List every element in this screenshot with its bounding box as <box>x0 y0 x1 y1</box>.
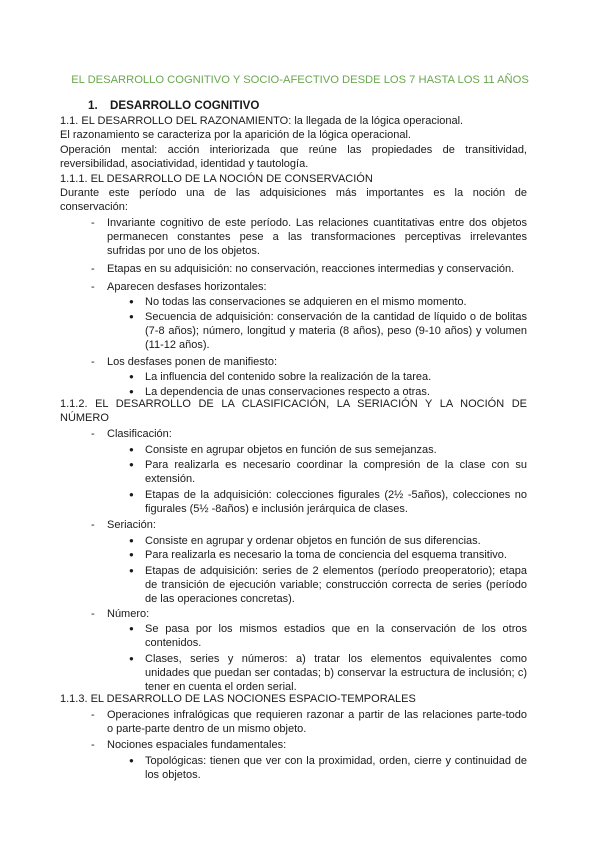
body-line: Seriación: <box>107 519 156 531</box>
body-line: 1.1.2. EL DESARROLLO DE LA CLASIFICACIÓN, LA SERIACIÓN Y LA NOCIÓN DE <box>60 398 527 410</box>
section-number: 1. <box>88 99 98 112</box>
body-line: Etapas de adquisición: series de 2 elementos (período preoperatorio); etapa <box>145 565 527 577</box>
body-line: El razonamiento se caracteriza por la aparición de la lógica operacional. <box>60 129 411 141</box>
body-line: conservación: <box>60 201 128 213</box>
dash-marker: - <box>91 739 95 751</box>
body-line: 1.1.1. EL DESARROLLO DE LA NOCIÓN DE CONSERVACIÓN <box>60 173 373 185</box>
body-line: tener en cuenta el orden serial. <box>145 681 297 693</box>
bullet-marker: ● <box>129 387 134 396</box>
body-line: NÚMERO <box>60 412 109 424</box>
body-line: Clasificación: <box>107 428 172 440</box>
body-line: 1.1. EL DESARROLLO DEL RAZONAMIENTO: la llegada de la lógica operacional. <box>60 115 464 127</box>
body-line: Secuencia de adquisición: conservación de la cantidad de líquido o de bolitas <box>145 311 527 323</box>
body-line: Durante este período una de las adquisiciones más importantes es la noción de <box>60 187 527 199</box>
body-line: Se pasa por los mismos estadios que en la conservación de los otros <box>145 623 527 635</box>
body-line: 1.1.3. EL DESARROLLO DE LAS NOCIONES ESPACIO-TEMPORALES <box>60 693 416 705</box>
body-line: Para realizarla es necesario coordinar la compresión de la clase con su <box>145 459 527 471</box>
body-line: reversibilidad, asociatividad, identidad y tautología. <box>60 158 309 170</box>
dash-marker: - <box>91 608 95 620</box>
body-line: unidades que puedan ser contadas; b) conservar la estructura de inclusión; c) <box>145 667 527 679</box>
body-line: Número: <box>107 608 150 620</box>
bullet-marker: ● <box>129 297 134 306</box>
body-line: (7-8 años); número, longitud y materia (8 años), peso (9-10 años) y volumen <box>145 325 527 337</box>
body-line: Invariante cognitivo de este período. Las relaciones cuantitativas entre dos objetos <box>107 217 527 229</box>
body-line: Clases, series y números: a) tratar los elementos equivalentes como <box>145 653 527 665</box>
body-line: Etapas en su adquisición: no conservación, reacciones intermedias y conservación. <box>107 263 515 275</box>
body-line: o parte-parte dentro de un mismo objeto. <box>107 723 307 735</box>
section-heading <box>88 99 259 112</box>
dash-marker: - <box>91 263 95 275</box>
dash-marker: - <box>91 428 95 440</box>
body-line: La influencia del contenido sobre la realización de la tarea. <box>145 371 432 383</box>
bullet-marker: ● <box>129 445 134 454</box>
bullet-marker: ● <box>129 536 134 545</box>
bullet-marker: ● <box>129 550 134 559</box>
body-line: La dependencia de unas conservaciones respecto a otras. <box>145 386 430 398</box>
body-line: (11-12 años). <box>145 339 210 351</box>
body-line: contenidos. <box>145 637 202 649</box>
bullet-marker: ● <box>129 654 134 663</box>
body-line: de las operaciones concretas). <box>145 593 295 605</box>
body-line: figurales (5½ -8años) e inclusión jerárquica de clases. <box>145 503 408 515</box>
body-line: No todas las conservaciones se adquieren en el mismo momento. <box>145 296 467 308</box>
document-title: EL DESARROLLO COGNITIVO Y SOCIO-AFECTIVO DESDE LOS 7 HASTA LOS 11 AÑOS <box>71 74 529 86</box>
body-line: Consiste en agrupar y ordenar objetos en función de sus diferencias. <box>145 535 481 547</box>
body-line: Etapas de la adquisición: colecciones figurales (2½ -5años), colecciones no <box>145 489 527 501</box>
dash-marker: - <box>91 709 95 721</box>
dash-marker: - <box>91 519 95 531</box>
dash-marker: - <box>91 281 95 293</box>
bullet-marker: ● <box>129 312 134 321</box>
body-line: Consiste en agrupar objetos en función de sus semejanzas. <box>145 444 437 456</box>
body-line: Aparecen desfases horizontales: <box>107 281 267 293</box>
body-line: extensión. <box>145 473 196 485</box>
dash-marker: - <box>91 356 95 368</box>
body-line: Nociones espaciales fundamentales: <box>107 739 287 751</box>
bullet-marker: ● <box>129 624 134 633</box>
body-line: permanecen constantes pese a las transformaciones perceptivas irrelevantes <box>107 231 527 243</box>
section-heading-text: DESARROLLO COGNITIVO <box>110 99 260 112</box>
bullet-marker: ● <box>129 372 134 381</box>
body-line: Los desfases ponen de manifiesto: <box>107 356 278 368</box>
bullet-marker: ● <box>129 566 134 575</box>
bullet-marker: ● <box>129 490 134 499</box>
body-line: Topológicas: tienen que ver con la proximidad, orden, cierre y continuidad de <box>145 755 527 767</box>
body-line: Operaciones infralógicas que requieren razonar a partir de las relaciones parte-todo <box>107 709 527 721</box>
bullet-marker: ● <box>129 460 134 469</box>
body-line: de transición de ejecución variable; construcción correcta de series (período <box>145 579 527 591</box>
body-line: los objetos. <box>145 769 201 781</box>
body-line: Para realizarla es necesario la toma de conciencia del esquema transitivo. <box>145 549 507 561</box>
bullet-marker: ● <box>129 756 134 765</box>
body-line: sufridas por uno de los objetos. <box>107 245 260 257</box>
body-line: Operación mental: acción interiorizada que reúne las propiedades de transitividad, <box>60 144 527 156</box>
dash-marker: - <box>91 217 95 229</box>
